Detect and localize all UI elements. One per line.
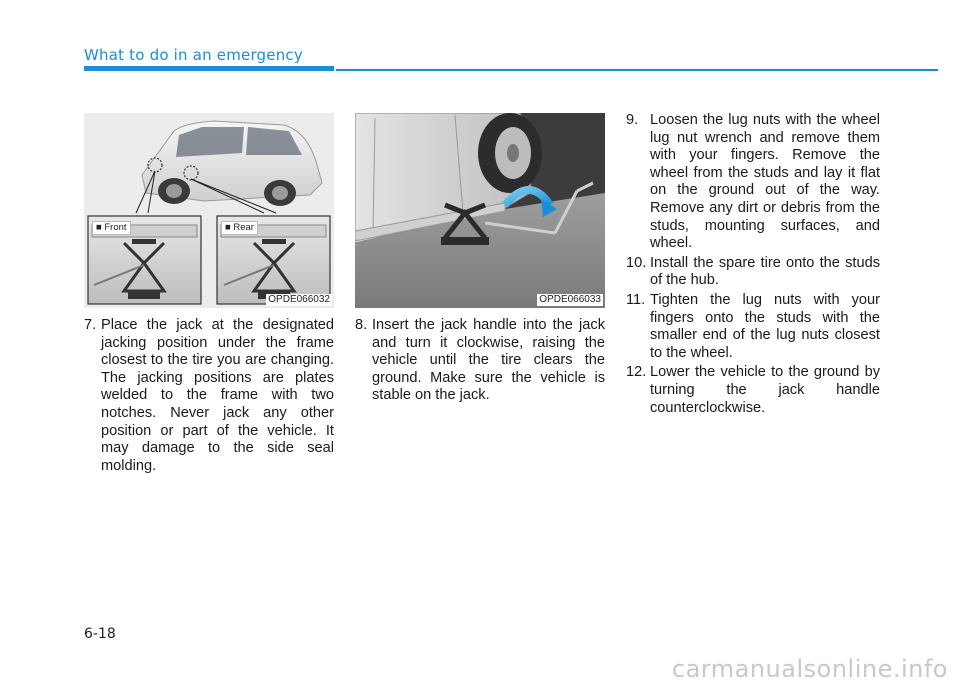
step-text: Place the jack at the designated jacking position under the frame closest to the tire you are changing. The jacking positions are plates welded to the frame with two notches. Never jack any other position or part of the vehicle. It may damage to the side seal molding. <box>101 317 334 474</box>
instructions-column-3 <box>626 112 880 419</box>
page-number: 6-18 <box>84 626 116 642</box>
step-12 <box>626 364 880 417</box>
step-number: 7. <box>84 317 97 333</box>
front-label: ■ Front <box>92 221 131 235</box>
instructions-column-1 <box>84 317 334 477</box>
step-number: 11. <box>626 291 646 308</box>
jacking-points-illustration <box>84 113 334 308</box>
header-rule <box>336 69 938 71</box>
jack-raising-drawing <box>355 113 605 308</box>
jack-raising-illustration <box>355 113 605 308</box>
step-text: Lower the vehicle to the ground by turning the jack handle counterclockwise. <box>650 364 880 416</box>
rear-label: ■ Rear <box>221 221 258 235</box>
jacking-points-drawing <box>84 113 334 308</box>
step-number: 8. <box>355 317 368 333</box>
instructions-column-2 <box>355 317 605 407</box>
step-11 <box>626 292 880 362</box>
header-accent-bar <box>84 66 334 71</box>
step-text: Tighten the lug nuts with your fingers onto the studs with the smaller end of the lug nuts closest to the wheel. <box>650 291 880 361</box>
step-text: Insert the jack handle into the jack and turn it clockwise, raising the vehicle until the tire clears the ground. Make sure the vehicle is stable on the jack. <box>372 317 605 404</box>
step-number: 9. <box>626 112 639 128</box>
step-text: Loosen the lug nuts with the wheel lug nut wrench and remove them with your fingers. Remove the wheel from the studs and lay it flat on the ground out of the way. Remove any dirt or debris from the studs, mounting surfaces, and wheel. <box>650 112 880 252</box>
step-7 <box>84 317 334 475</box>
step-number: 12. <box>626 364 647 381</box>
step-number: 10. <box>626 254 647 271</box>
step-10 <box>626 255 880 290</box>
step-8 <box>355 317 605 405</box>
step-9 <box>626 112 880 253</box>
figure-code: OPDE066032 <box>268 294 330 305</box>
watermark: carmanualsonline.info <box>671 655 948 683</box>
step-text: Install the spare tire onto the studs of the hub. <box>650 254 880 289</box>
figure-code: OPDE066033 <box>539 294 601 305</box>
section-title: What to do in an emergency <box>84 46 303 64</box>
